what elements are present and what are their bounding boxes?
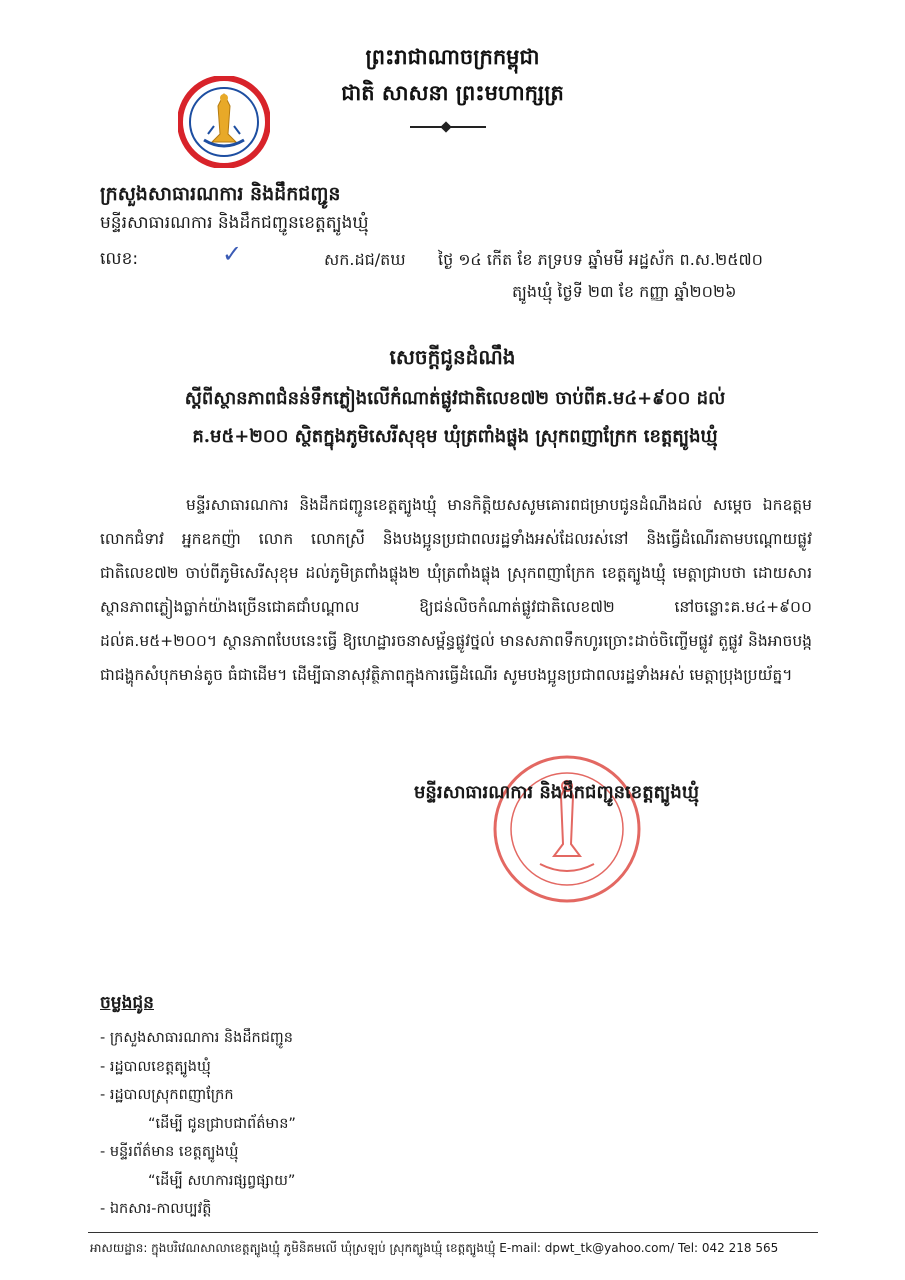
official-seal	[490, 752, 644, 906]
cc-item-note: “ដើម្បី ជូនជ្រាបជាព័ត៌មាន”	[148, 1115, 296, 1132]
footer-tel: Tel: 042 218 565	[678, 1241, 779, 1255]
handwritten-check-icon: ✓	[222, 240, 243, 268]
department-name: មន្ទីរសាធារណការ និងដឹកជញ្ជូនខេត្តត្បូងឃ្មុំ	[100, 213, 369, 233]
body-paragraph: មន្ទីរសាធារណការ និងដឹកជញ្ជូនខេត្តត្បូងឃ្មុំ មានកិត្តិយសសូមគោរពជម្រាបជូនដំណឹងដល់ សម្តេច ឯកឧត្តម លោកជំទាវ អ្នកឧកញ៉ា លោក លោកស្រី និងបងប្អូនប្រជាពលរដ្ឋទាំងអស់ដែលរស់នៅ និងធ្វើដំណើរតាមបណ្តោយផ្លូវជាតិលេខ៧២ ចាប់ពីភូមិសេរីសុខុម ដល់ភូមិត្រពាំងផ្លុង២ ឃុំត្រពាំងផ្លុង ស្រុកពញាក្រែក ខេត្តត្បូងឃ្មុំ មេត្តាជ្រាបថា ដោយសារស្ថានភាពភ្លៀងធ្លាក់យ៉ាងច្រើនជោគជាំបណ្តាល ឱ្យជន់លិចកំណាត់ផ្លូវជាតិលេខ៧២ នៅចន្លោះគ.ម៤+៩០០ ដល់គ.ម៥+២០០។ ស្ថានភាពបែបនេះធ្វើ ឱ្យហេដ្ឋារចនាសម្ព័ន្ធផ្លូវថ្នល់ មានសភាពទឹកហូរច្រោះដាច់ចិញ្ចើមផ្លូវ តួផ្លូវ និងអាចបង្កជាជង្ហុកសំបុកមាន់តូច ធំជាដើម។ ដើម្បីធានាសុវត្ថិភាពក្នុងការធ្វើដំណើរ សូមបងប្អូនប្រជាពលរដ្ឋទាំងអស់ មេត្តាប្រុងប្រយ័ត្ន។	[100, 496, 812, 684]
notice-title: សេចក្តីជូនដំណឹង	[389, 345, 516, 369]
reference-label: លេខ:	[100, 249, 139, 269]
cc-item: - រដ្ឋបាលខេត្តត្បូងឃ្មុំ	[100, 1058, 211, 1075]
kingdom-heading: ព្រះរាជាណាចក្រកម្ពុជា	[365, 44, 540, 69]
national-motto: ជាតិ សាសនា ព្រះមហាក្សត្រ	[341, 80, 564, 105]
reference-code: សក.ដជ/តឃ	[324, 250, 406, 269]
cc-item-note: “ដើម្បី សហការផ្សព្វផ្សាយ”	[148, 1172, 296, 1189]
signature-block: មន្ទីរសាធារណការ និងដឹកជញ្ជូនខេត្តត្បូងឃ្មុំ	[414, 782, 699, 803]
ministry-name: ក្រសួងសាធារណការ និងដឹកជញ្ជូន	[100, 183, 341, 205]
cc-item: - ក្រសួងសាធារណការ និងដឹកជញ្ជូន	[100, 1030, 293, 1046]
solar-date: ត្បូងឃ្មុំ ថ្ងៃទី ២៣ ខែ កញ្ញា ឆ្នាំ២០២៦	[512, 282, 737, 301]
cc-list	[100, 1024, 296, 1224]
cc-item: - ឯកសារ-កាលប្បវត្តិ	[100, 1201, 212, 1217]
subject-line-1: ស្តីពីស្ថានភាពជំនន់ទឹកភ្លៀងលើកំណាត់ផ្លូវជាតិលេខ៧២ ចាប់ពីគ.ម៤+៩០០ ដល់	[184, 388, 726, 409]
footer-address: អាសយដ្ឋាន: ក្នុងបរិវេណសាលាខេត្តត្បូងឃ្មុំ ភូមិនិគមលើ ឃុំស្រឡប់ ស្រុកត្បូងឃ្មុំ ខេត្តត្បូងឃ្មុំ	[90, 1241, 496, 1255]
footer-divider	[88, 1232, 818, 1233]
notice-subject	[90, 380, 820, 456]
cc-title: ចម្លងជូន	[100, 993, 154, 1013]
notice-body	[100, 488, 812, 692]
ornamental-divider	[410, 126, 486, 128]
cc-item: - មន្ទីរព័ត៌មាន ខេត្តត្បូងឃ្មុំ	[100, 1144, 239, 1160]
ministry-logo	[178, 76, 270, 168]
cc-item: - រដ្ឋបាលស្រុកពញាក្រែក	[100, 1087, 234, 1103]
footer	[90, 1240, 820, 1258]
subject-line-2: គ.ម៥+២០០ ស្ថិតក្នុងភូមិសេរីសុខុម ឃុំត្រពាំងផ្លុង ស្រុកពញាក្រែក ខេត្តត្បូងឃ្មុំ	[192, 426, 718, 447]
footer-email: E-mail: dpwt_tk@yahoo.com/	[499, 1241, 675, 1255]
lunar-date: ថ្ងៃ ១៤ កើត ខែ ភទ្របទ ឆ្នាំមមី អដ្ឋស័ក ព.ស.២៥៧០	[438, 250, 763, 269]
